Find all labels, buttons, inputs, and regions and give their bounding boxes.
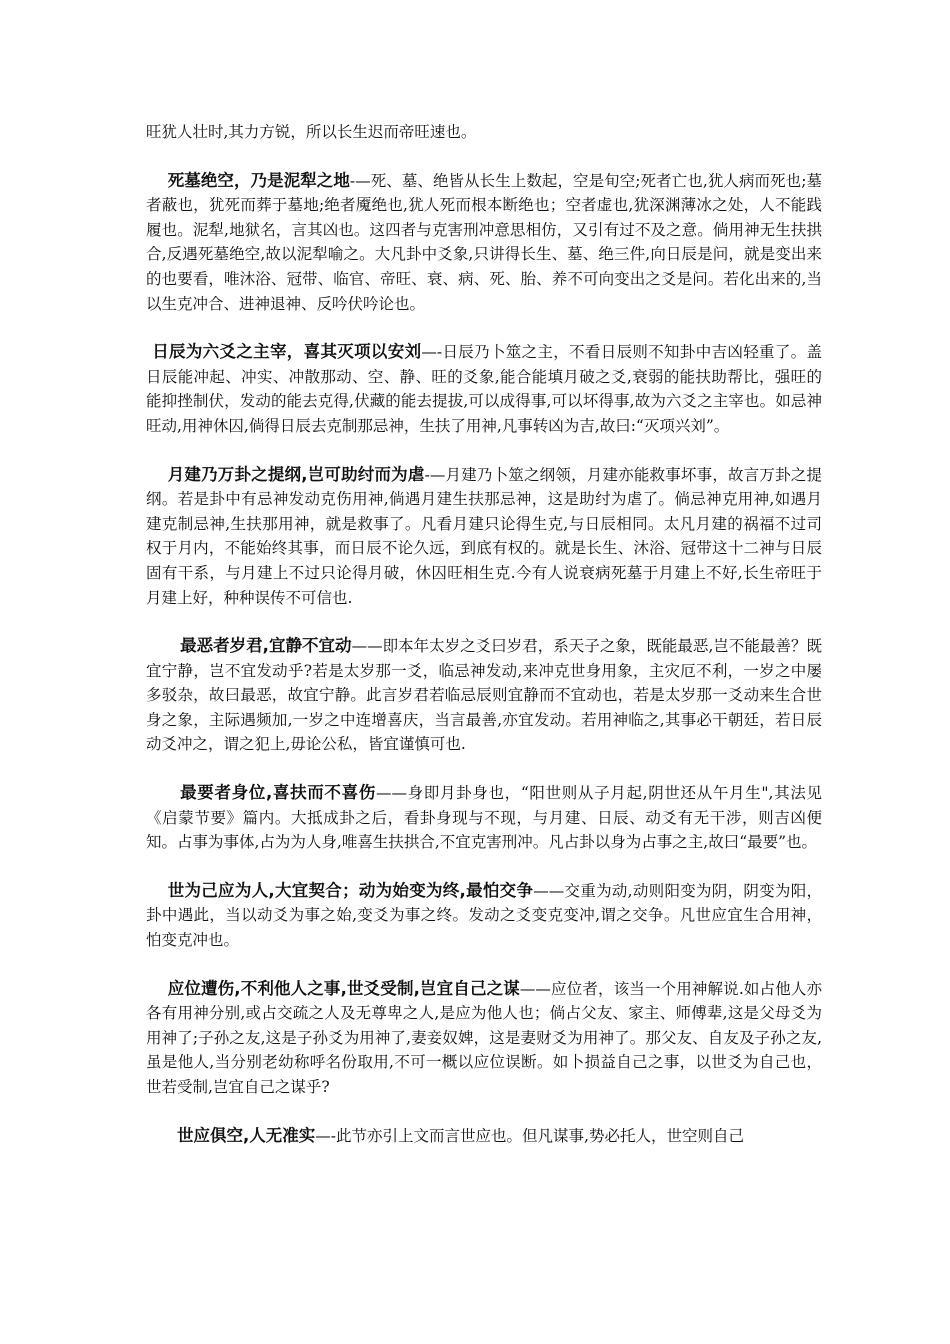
paragraph-text: ——身即月卦身也，“阳世则从子月起,阴世还从午月生",其法见《启蒙节要》篇内。大抵成卦之后，看卦身现与不现，与月建、日辰、动爻有无干涉，则吉凶便知。占事为事体,占为为人身,唯喜生扶拱合,不宜克害刑冲。凡占卦以身为占事之主,故曰“最要”也。 (146, 784, 822, 852)
paragraph-text: ——应位者，该当一个用神解说.如占他人亦各有用神分别,或占交疏之人及无尊卑之人,是应为他人也；倘占父友、家主、师傅辈,这是父母爻为用神了;子孙之友,这是子孙爻为用神了,妻妾奴婢，这是妻财爻为用神了。那父友、自友及子孙之友,虽是他人,当分别老幼称呼名份取用,不可一概以应位误断。如卜损益自己之事，以世爻为自己也，世若受制,岂宜自己之谋乎? (146, 979, 822, 1096)
paragraph-3 (146, 340, 822, 438)
paragraph-2 (146, 169, 822, 317)
paragraph-9 (146, 1124, 822, 1149)
paragraph-4 (146, 463, 822, 611)
paragraph-heading: 月建乃万卦之提纲,岂可助纣而为虐 (167, 464, 425, 484)
paragraph-text: —-此节亦引上文而言世应也。但凡谋事,势必托人，世空则自己 (315, 1126, 744, 1145)
paragraph-5 (146, 634, 822, 757)
paragraph-6 (146, 781, 822, 855)
paragraph-heading: 最要者身位,喜扶而不喜伤 (180, 783, 376, 803)
paragraph-heading: 日辰为六爻之主宰，喜其灭项以安刘 (152, 342, 422, 362)
paragraph-heading: 应位遭伤,不利他人之事,世爻受制,岂宜自己之谋 (167, 978, 520, 998)
paragraph-heading: 世为己应为人,大宜契合；动为始变为终,最怕交争 (167, 880, 534, 900)
paragraph-text: -—月建乃卜筮之纲领，月建亦能救事坏事，故言万卦之提纲。若是卦中有忌神发动克伤用神,倘遇月建生扶那忌神，这是助纣为虐了。倘忌神克用神,如遇月建克制忌神,生扶那用神，就是救事了。凡看月建只论得生克,与日辰相同。太凡月建的祸福不过司权于月内，不能始终其事，而日辰不论久远，到底有权的。就是长生、沐浴、冠带这十二神与日辰固有干系，与月建上不过只论得月破，休囚旺相生克.今有人说衰病死墓于月建上不好,长生帝旺于月建上好，种种误传不可信也. (146, 465, 822, 607)
paragraph-text: -—死、墓、绝皆从长生上数起，空是旬空;死者亡也,犹人病而死也;墓者蔽也，犹死而葬于墓地;绝者魇绝也,犹人死而根本断绝也；空者虚也,犹深渊薄冰之处，人不能践履也。泥犁,地狱名，言其凶也。这四者与克害刑冲意思相仿，又引有过不及之意。倘用神无生扶拱合,反遇死墓绝空,故以泥犁喻之。大凡卦中爻象,只讲得长生、墓、绝三件,向日辰是问，就是变出来的也要看，唯沐浴、冠带、临官、帝旺、衰、病、死、胎、养不可向变出之爻是问。若化出来的,当以生克冲合、进神退神、反吟伏吟论也。 (146, 171, 823, 313)
paragraph-text: 旺犹人壮时,其力方锐，所以长生迟而帝旺速也。 (146, 123, 477, 141)
paragraph-text: ——交重为动,动则阳变为阴，阴变为阳，卦中遇此，当以动爻为事之始,变爻为事之终。发动之爻变克变冲,谓之交争。凡世应宜生合用神，怕变克冲也。 (146, 881, 822, 950)
paragraph-text: —-日辰乃卜筮之主，不看日辰则不知卦中吉凶轻重了。盖日辰能冲起、冲实、冲散那动、空、静、旺的爻象,能合能填月破之爻,衰弱的能扶助帮比，强旺的能抑挫制伏，发动的能去克得,伏藏的能去提拔,可以成得事,可以坏得事,故为六爻之主宰也。如忌神旺动,用神休囚,倘得日辰去克制那忌神，生扶了用神,凡事转凶为吉,故曰:“灭项兴刘”。 (146, 343, 822, 435)
paragraph-8 (146, 977, 822, 1100)
paragraph-heading: 死墓绝空，乃是泥犁之地 (167, 170, 350, 190)
paragraph-heading: 最恶者岁君,宜静不宜动 (180, 636, 352, 656)
paragraph-7 (146, 879, 822, 953)
paragraph-text: ——即本年太岁之爻曰岁君，系天子之象，既能最恶,岂不能最善？既宜宁静，岂不宜发动乎?若是太岁那一爻，临忌神发动,来冲克世身用象，主灾厄不利，一岁之中屡多驳杂，故曰最恶，故宜宁静。此言岁君若临忌辰则宜静而不宜动也，若是太岁那一爻动来生合世身之象，主际遇频加,一岁之中连增喜庆，当言最善,亦宜发动。若用神临之,其事必干朝廷，若日辰动爻冲之，谓之犯上,毋论公私，皆宜谨慎可也. (146, 637, 822, 754)
paragraph-heading: 世应俱空,人无准实 (177, 1125, 316, 1145)
paragraph-1 (146, 120, 822, 145)
